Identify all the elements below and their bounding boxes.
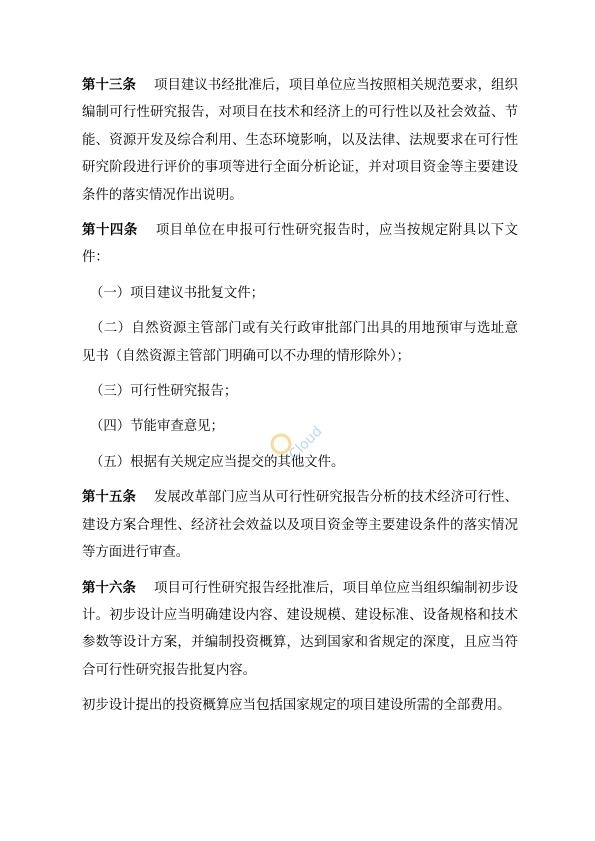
article-16 (82, 575, 518, 685)
list-item: （二）自然资源主管部门或有关行政审批部门出具的用地预审与选址意见书（自然资源主管部门明确可以不办理的情形除外）； (82, 321, 518, 364)
article-text: 发展改革部门应当从可行性研究报告分析的技术经济可行性、建设方案合理性、经济社会效益以及项目资金等主要建设条件的落实情况等方面进行审查。 (82, 490, 519, 561)
list-item: （一）项目建议书批复文件； (90, 285, 265, 301)
list-item: （三）可行性研究报告； (90, 384, 238, 400)
article-13 (82, 72, 518, 209)
article-heading: 第十六条 (82, 580, 136, 596)
article-heading: 第十五条 (82, 490, 136, 506)
logo-text: Cloud (286, 423, 326, 464)
article-text: 项目可行性研究报告经批准后，项目单位应当组织编制初步设计。初步设计应当明确建设内容、建设规模、建设标准、设备规格和技术参数等设计方案，并编制投资概算，达到国家和省规定的深度，且应当符合可行性研究报告批复内容。 (82, 580, 519, 678)
article-heading: 第十三条 (82, 78, 136, 93)
closing-paragraph: 初步设计提出的投资概算应当包括国家规定的项目建设所需的全部费用。 (82, 698, 511, 714)
list-item: （四）节能审查意见； (90, 419, 224, 435)
cloud-watermark-logo (263, 392, 343, 472)
article-text: 项目单位在申报可行性研究报告时，应当按规定附具以下文件： (82, 223, 519, 266)
article-heading: 第十四条 (82, 223, 138, 239)
article-text: 项目建议书经批准后，项目单位应当按照相关规范要求，组织编制可行性研究报告，对项目在技术和经济上的可行性以及社会效益、节能、资源开发及综合利用、生态环境影响，以及法律、法规要求在可行性研究阶段进行评价的事项等进行全面分析论证，并对项目资金等主要建设条件的落实情况作出说明。 (82, 78, 519, 203)
article-14 (82, 217, 518, 272)
article-15 (82, 484, 518, 566)
list-item: （五）根据有关规定应当提交的其他文件。 (90, 454, 345, 470)
